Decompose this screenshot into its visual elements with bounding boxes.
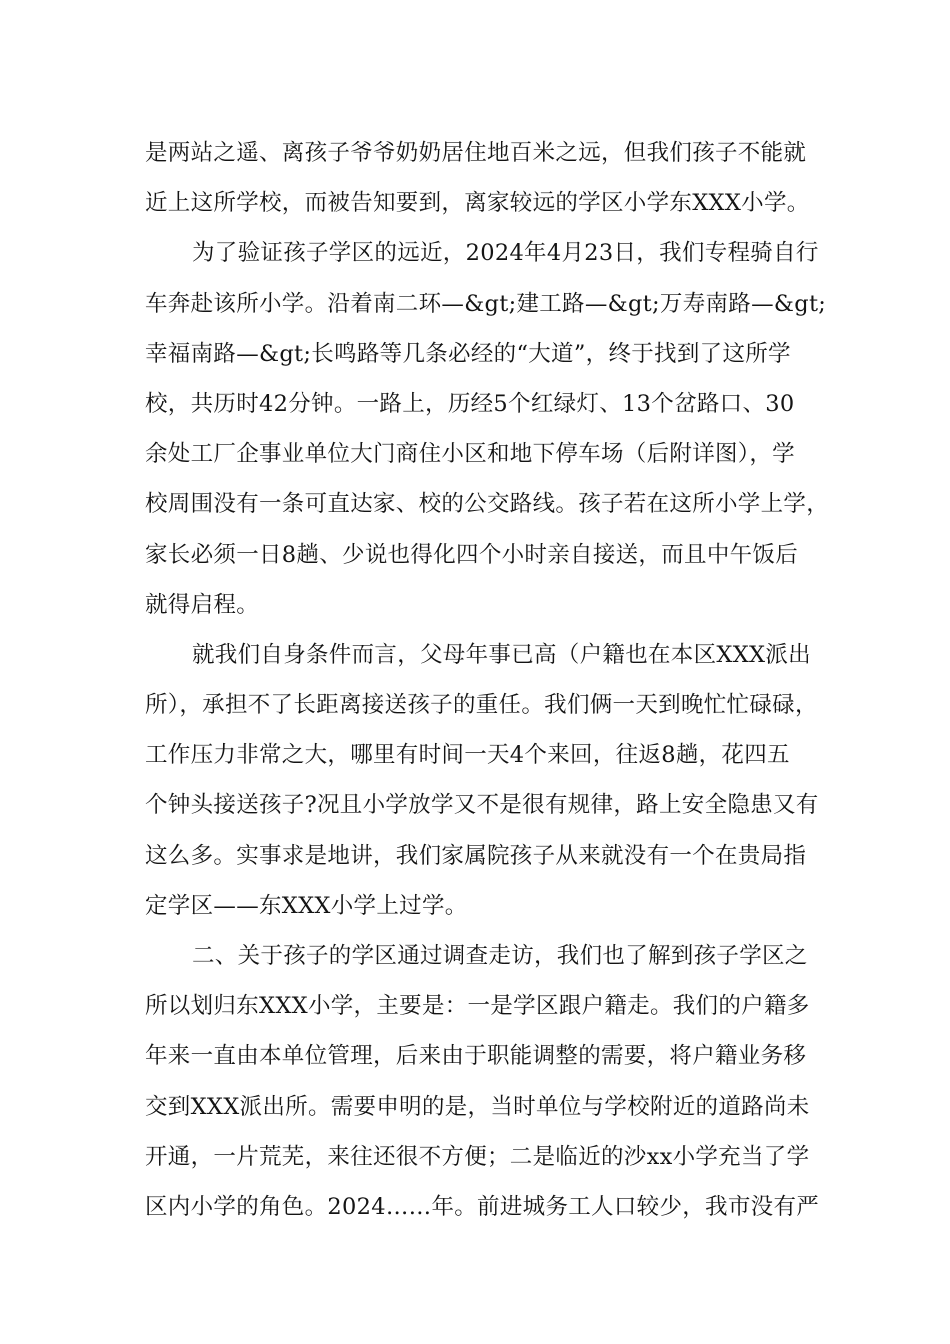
text-line: 年来一直由本单位管理，后来由于职能调整的需要，将户籍业务移 — [145, 1043, 807, 1070]
text-line: 幸福南路—&gt;长鸣路等几条必经的“大道”，终于找到了这所学 — [145, 340, 791, 367]
text-line: 开通，一片荒芜，来往还很不方便；二是临近的沙xx小学充当了学 — [145, 1143, 810, 1170]
text-line: 就得启程。 — [145, 591, 260, 618]
text-line: 校，共历时42分钟。一路上，历经5个红绿灯、13个岔路口、30 — [145, 390, 795, 417]
text-line: 区内小学的角色。2024……年。前进城务工人口较少，我市没有严 — [145, 1193, 820, 1220]
text-line: 是两站之遥、离孩子爷爷奶奶居住地百米之远，但我们孩子不能就 — [145, 140, 807, 166]
text-line: 定学区——东XXX小学上过学。 — [145, 892, 468, 919]
text-line: 余处工厂企事业单位大门商住小区和地下停车场（后附详图），学 — [145, 441, 795, 468]
text-line: 所以划归东XXX小学，主要是：一是学区跟户籍走。我们的户籍多 — [145, 993, 810, 1020]
paragraph — [145, 128, 825, 228]
document-body — [145, 128, 830, 1232]
text-line: 车奔赴该所小学。沿着南二环—&gt;建工路—&gt;万寿南路—&gt; — [145, 290, 827, 317]
text-line: 交到XXX派出所。需要申明的是，当时单位与学校附近的道路尚未 — [145, 1093, 810, 1120]
paragraph — [145, 630, 825, 931]
text-line: 工作压力非常之大，哪里有时间一天4个来回，往返8趟，花四五 — [145, 742, 790, 769]
text-line: 个钟头接送孩子?况且小学放学又不是很有规律，路上安全隐患又有 — [145, 792, 819, 819]
text-line: 这么多。实事求是地讲，我们家属院孩子从来就没有一个在贵局指 — [145, 842, 807, 869]
text-line: 所），承担不了长距离接送孩子的重任。我们俩一天到晚忙忙碌碌， — [145, 692, 818, 719]
text-line: 家长必须一日8趟、少说也得化四个小时亲自接送，而且中午饭后 — [145, 541, 799, 568]
text-line: 为了验证孩子学区的远近，2024年4月23日，我们专程骑自行 — [192, 240, 819, 267]
text-line: 就我们自身条件而言，父母年事已高（户籍也在本区XXX派出 — [192, 641, 811, 668]
text-line: 近上这所学校，而被告知要到，离家较远的学区小学东XXX小学。 — [145, 190, 810, 217]
text-line: 校周围没有一条可直达家、校的公交路线。孩子若在这所小学上学， — [145, 491, 830, 518]
text-line: 二、关于孩子的学区通过调查走访，我们也了解到孩子学区之 — [192, 943, 808, 969]
paragraph — [145, 931, 825, 1232]
paragraph — [145, 228, 830, 630]
